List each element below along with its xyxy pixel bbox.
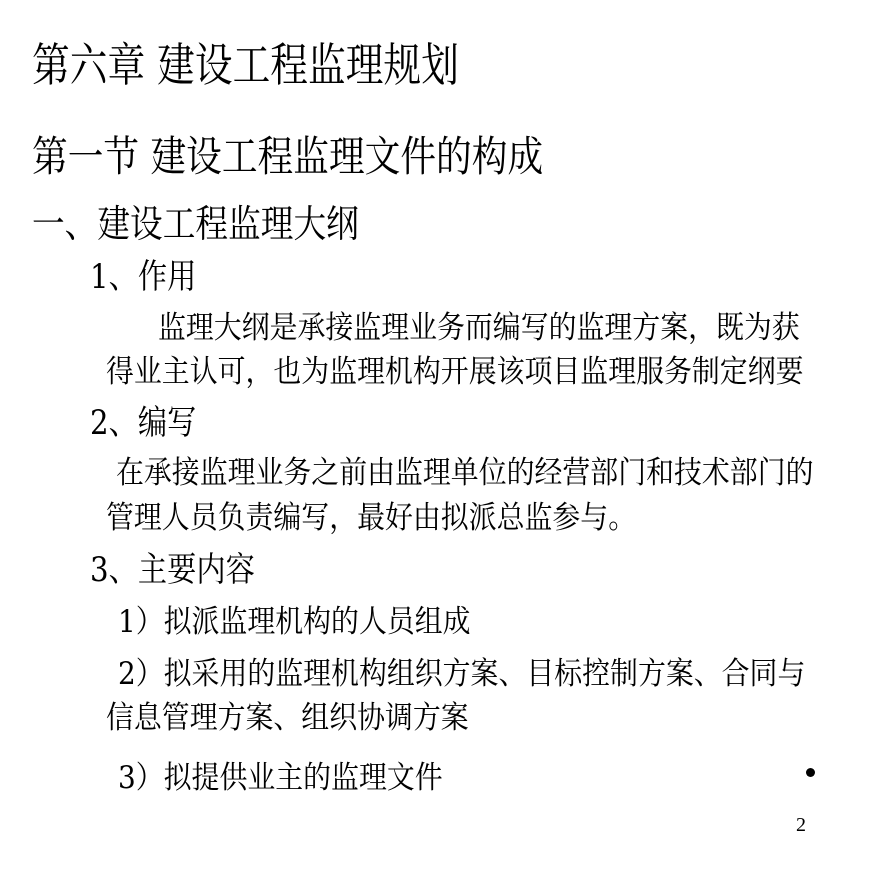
page-number: 2 xyxy=(796,814,806,836)
usage-text-line: 监理大纲是承接监理业务而编写的监理方案，既为获 xyxy=(158,310,800,346)
usage-heading: 1、作用 xyxy=(90,257,197,297)
content-list-item: 3）拟提供业主的监理文件 xyxy=(118,760,443,796)
section-title: 第一节 建设工程监理文件的构成 xyxy=(32,132,544,181)
bullet-dot-icon xyxy=(806,768,815,777)
writing-heading: 2、编写 xyxy=(90,403,197,443)
content-list-item-continuation: 信息管理方案、组织协调方案 xyxy=(106,700,469,736)
part-heading: 一、建设工程监理大纲 xyxy=(32,202,359,246)
content-list-item: 2）拟采用的监理机构组织方案、目标控制方案、合同与 xyxy=(118,656,806,692)
writing-text-line: 管理人员负责编写，最好由拟派总监参与。 xyxy=(106,500,637,536)
content-heading: 3、主要内容 xyxy=(90,550,255,590)
chapter-title: 第六章 建设工程监理规划 xyxy=(32,38,459,92)
writing-text-line: 在承接监理业务之前由监理单位的经营部门和技术部门的 xyxy=(116,455,814,491)
content-list-item: 1）拟派监理机构的人员组成 xyxy=(118,604,471,640)
usage-text-line: 得业主认可，也为监理机构开展该项目监理服务制定纲要 xyxy=(106,354,804,390)
